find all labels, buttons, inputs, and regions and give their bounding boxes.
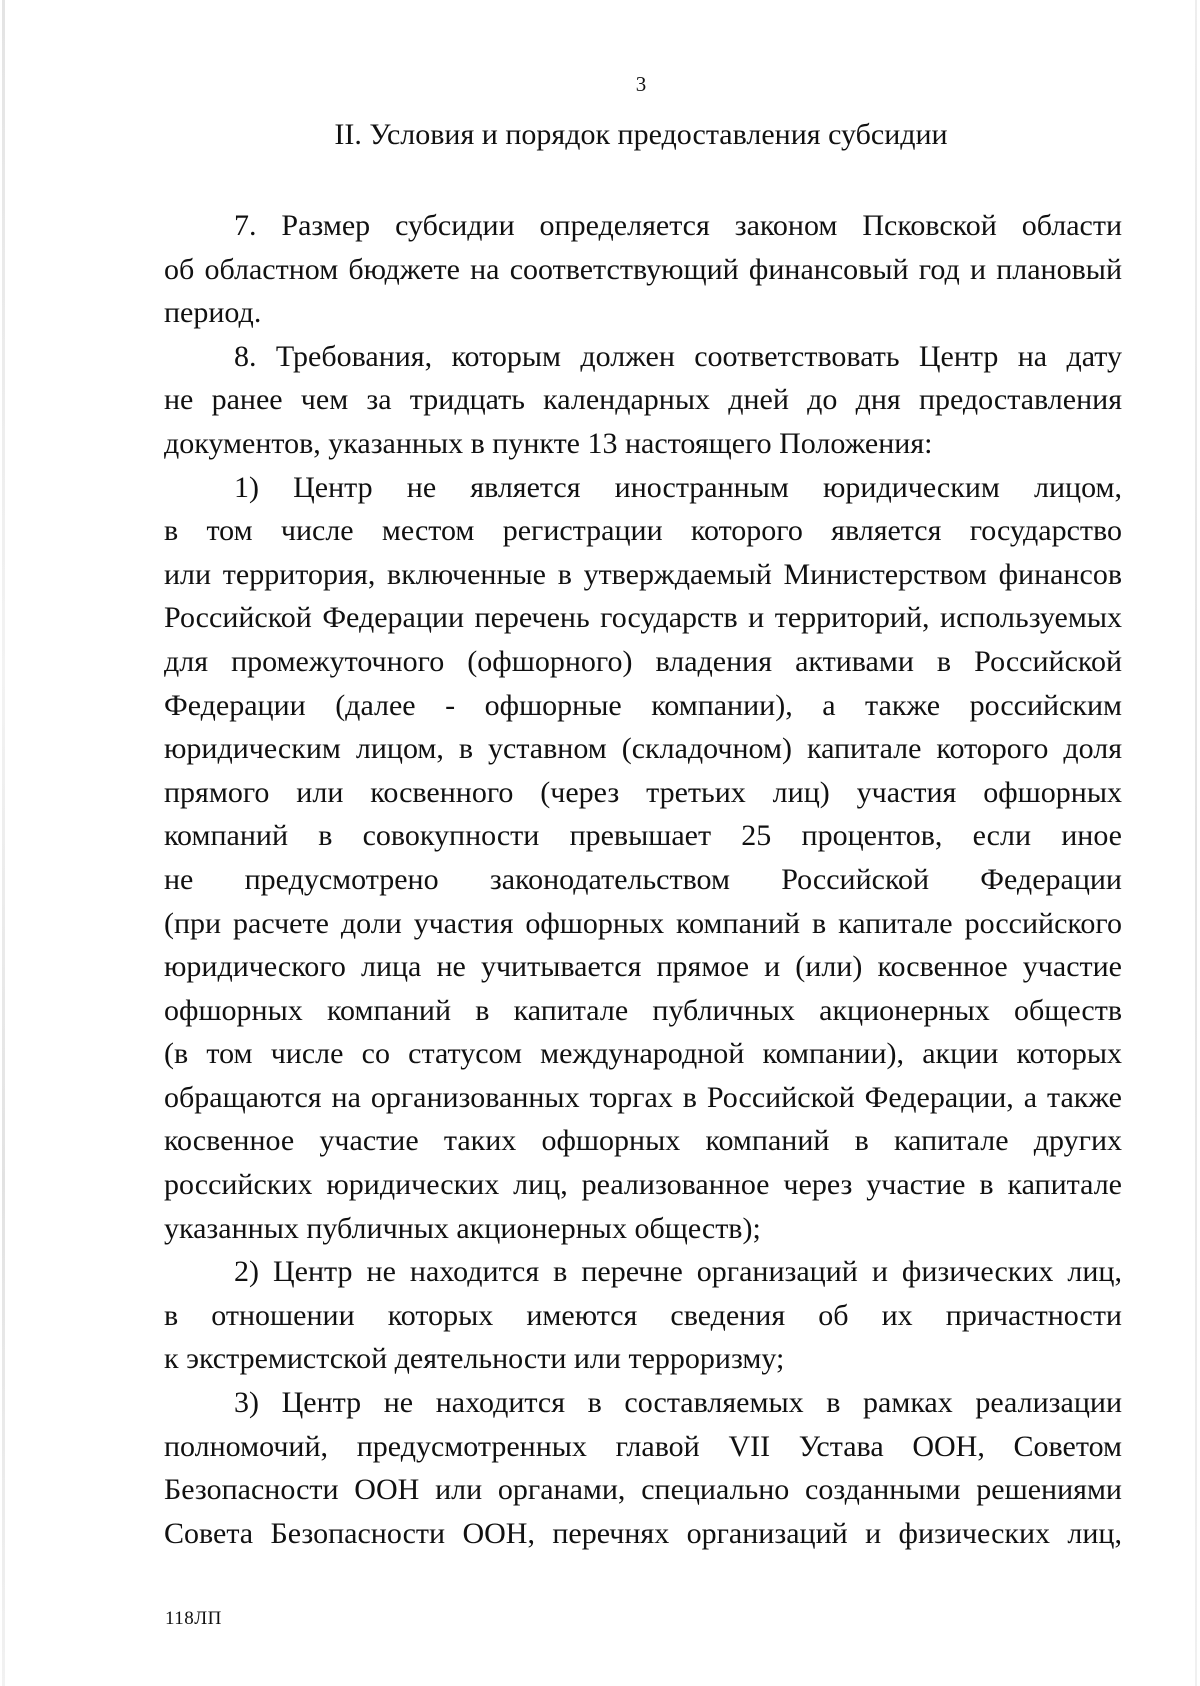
text-line: указанных публичных акционерных обществ); bbox=[164, 1211, 761, 1245]
text-line: юридического лица не учитывается прямое и (или) косвенное участие bbox=[164, 950, 1122, 984]
text-line: 3) Центр не находится в составляемых в рамках реализации bbox=[234, 1386, 1122, 1420]
scan-edge-left bbox=[2, 0, 5, 1686]
page-number: 3 bbox=[635, 72, 647, 96]
text-line: обращаются на организованных торгах в Российской Федерации, а также bbox=[164, 1080, 1122, 1114]
text-line: не предусмотрено законодательством Российской Федерации bbox=[164, 862, 1122, 896]
text-line: не ранее чем за тридцать календарных дней до дня предоставления bbox=[164, 383, 1122, 417]
text-line: в отношении которых имеются сведения об их причастности bbox=[164, 1298, 1122, 1332]
paragraph-7 bbox=[164, 204, 1122, 335]
text-line: документов, указанных в пункте 13 настоящего Положения: bbox=[164, 426, 933, 460]
section-title: II. Условия и порядок предоставления субсидии bbox=[334, 118, 948, 151]
text-line: 1) Центр не является иностранным юридическим лицом, bbox=[234, 470, 1122, 504]
document-code: 118ЛП bbox=[165, 1608, 222, 1629]
text-line: (при расчете доли участия офшорных компаний в капитале российского bbox=[164, 906, 1122, 940]
list-item-1 bbox=[164, 466, 1122, 1251]
document-body bbox=[164, 204, 1122, 1555]
text-line: прямого или косвенного (через третьих лиц) участия офшорных bbox=[164, 775, 1122, 809]
text-line: 8. Требования, которым должен соответствовать Центр на дату bbox=[234, 339, 1122, 373]
text-line: для промежуточного (офшорного) владения активами в Российской bbox=[164, 644, 1122, 678]
text-line: в том числе местом регистрации которого является государство bbox=[164, 514, 1122, 548]
text-line: 7. Размер субсидии определяется законом Псковской области bbox=[234, 209, 1122, 242]
text-line: период. bbox=[164, 296, 262, 330]
text-line: 2) Центр не находится в перечне организаций и физических лиц, bbox=[234, 1255, 1122, 1289]
text-line: Совета Безопасности ООН, перечнях организаций и физических лиц, bbox=[164, 1516, 1122, 1550]
paragraph-8 bbox=[164, 335, 1122, 466]
list-item-2 bbox=[164, 1250, 1122, 1381]
text-line: Безопасности ООН или органами, специально созданными решениями bbox=[164, 1473, 1122, 1507]
text-line: юридическим лицом, в уставном (складочном) капитале которого доля bbox=[164, 732, 1122, 766]
scan-edge-right bbox=[1195, 0, 1197, 1686]
text-line: полномочий, предусмотренных главой VII Устава ООН, Советом bbox=[164, 1429, 1122, 1463]
text-line: косвенное участие таких офшорных компаний в капитале других bbox=[164, 1124, 1122, 1158]
text-line: об областном бюджете на соответствующий финансовый год и плановый bbox=[164, 252, 1122, 286]
text-line: к экстремистской деятельности или терроризму; bbox=[164, 1342, 785, 1376]
text-line: Российской Федерации перечень государств и территорий, используемых bbox=[164, 601, 1122, 635]
text-line: (в том числе со статусом международной компании), акции которых bbox=[164, 1037, 1122, 1071]
text-line: Федерации (далее - офшорные компании), а также российским bbox=[164, 688, 1122, 722]
text-line: компаний в совокупности превышает 25 процентов, если иное bbox=[164, 819, 1122, 853]
list-item-3 bbox=[164, 1381, 1122, 1555]
text-line: или территория, включенные в утверждаемый Министерством финансов bbox=[164, 557, 1122, 591]
text-line: российских юридических лиц, реализованное через участие в капитале bbox=[164, 1168, 1122, 1202]
text-line: офшорных компаний в капитале публичных акционерных обществ bbox=[164, 993, 1122, 1027]
